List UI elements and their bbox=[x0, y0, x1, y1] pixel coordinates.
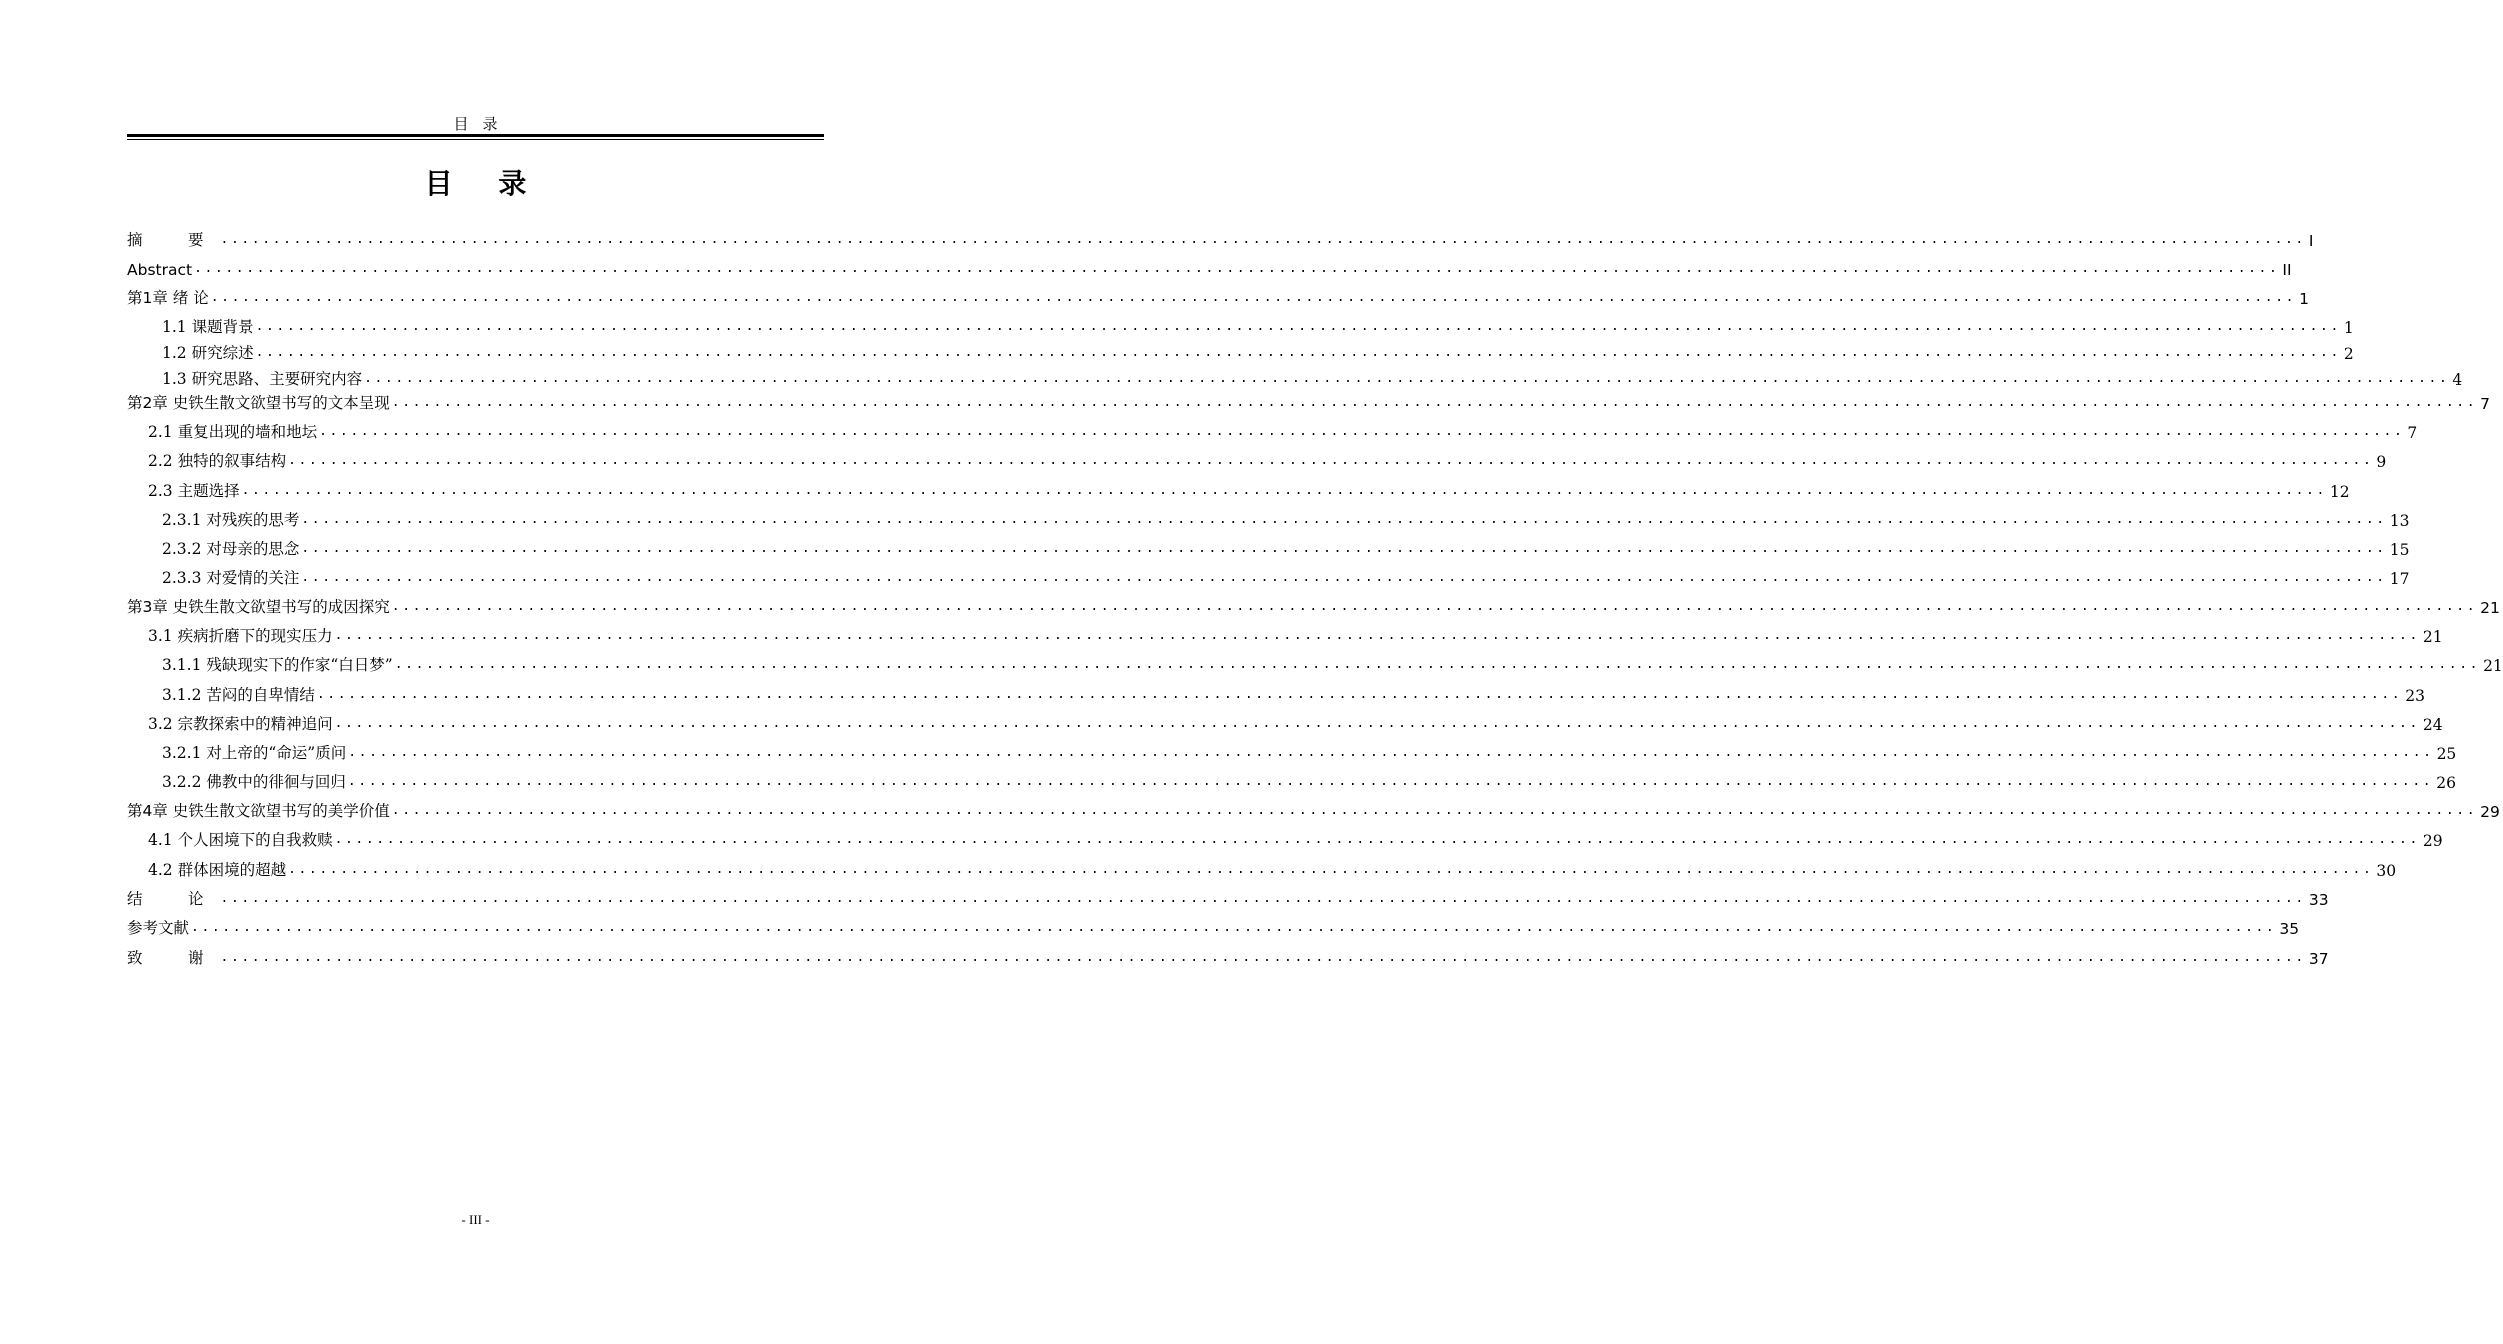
toc-entry[interactable] bbox=[127, 649, 2503, 675]
toc-entry-title: Abstract bbox=[127, 261, 193, 279]
toc-entry-title: 1.2 研究综述 bbox=[162, 344, 254, 362]
toc-entry-title: 3.2.1 对上帝的“命运”质问 bbox=[162, 744, 347, 762]
toc-entry-page: 13 bbox=[2389, 512, 2410, 530]
dot-leader: ........................................................................................................................................................................................................ bbox=[220, 950, 2306, 965]
toc-entry[interactable] bbox=[127, 737, 2457, 763]
dot-leader: ........................................................................................................................................................................................................ bbox=[220, 232, 2306, 247]
dot-leader: ........................................................................................................................................................................................................ bbox=[288, 862, 2374, 877]
toc-entry-page: 35 bbox=[2279, 920, 2300, 938]
dot-leader: ........................................................................................................................................................................................................ bbox=[319, 424, 2405, 439]
toc-entry-page: 29 bbox=[2480, 803, 2500, 821]
dot-leader: ........................................................................................................................................................................................................ bbox=[210, 290, 2297, 305]
toc-entry[interactable] bbox=[127, 416, 2418, 442]
toc-entry-page: 9 bbox=[2376, 453, 2387, 471]
toc-entry-title: 3.2 宗教探索中的精神追问 bbox=[148, 715, 333, 733]
toc-entry-title: 致 谢 bbox=[127, 949, 219, 967]
toc-entry-page: 23 bbox=[2405, 687, 2425, 705]
dot-leader: ........................................................................................................................................................................................................ bbox=[288, 453, 2374, 468]
toc-entry-title: 2.3 主题选择 bbox=[148, 482, 240, 500]
dot-leader: ........................................................................................................................................................................................................ bbox=[241, 483, 2327, 498]
dot-leader: ........................................................................................................................................................................................................ bbox=[391, 803, 2478, 818]
toc-entry-page: 21 bbox=[2480, 599, 2500, 617]
toc-entry[interactable] bbox=[127, 387, 2491, 413]
toc-entry-page: 1 bbox=[2299, 290, 2309, 308]
toc-entry-title: 2.1 重复出现的墙和地坛 bbox=[148, 423, 318, 441]
toc-entry-title: 1.3 研究思路、主要研究内容 bbox=[162, 370, 363, 388]
toc-entry-title: 3.1 疾病折磨下的现实压力 bbox=[148, 627, 333, 645]
toc-entry[interactable] bbox=[127, 311, 2354, 337]
toc-entry[interactable] bbox=[127, 824, 2443, 850]
page-title: 目 录 bbox=[424, 167, 545, 200]
toc-entry[interactable] bbox=[127, 337, 2354, 363]
toc-entry-page: 7 bbox=[2480, 395, 2491, 413]
toc-entry-title: 第3章 史铁生散文欲望书写的成因探究 bbox=[127, 598, 390, 616]
toc-entry-page: 2 bbox=[2343, 345, 2354, 363]
toc-entry-title: 3.2.2 佛教中的徘徊与回归 bbox=[162, 773, 346, 791]
toc-entry[interactable] bbox=[127, 912, 2300, 938]
toc-entry[interactable] bbox=[127, 795, 2500, 821]
page-number: - III - bbox=[461, 1212, 490, 1227]
toc-entry-title: 4.1 个人困境下的自我救赎 bbox=[148, 831, 333, 849]
toc-entry-title: 3.1.1 残缺现实下的作家“白日梦” bbox=[162, 656, 393, 674]
dot-leader: ........................................................................................................................................................................................................ bbox=[391, 395, 2478, 410]
dot-leader: ........................................................................................................................................................................................................ bbox=[301, 541, 2387, 556]
header-rule-thick bbox=[127, 134, 824, 137]
toc-entry-title: 1.1 课题背景 bbox=[162, 318, 254, 336]
toc-entry-page: 15 bbox=[2389, 541, 2410, 559]
dot-leader: ........................................................................................................................................................................................................ bbox=[301, 570, 2387, 585]
toc-entry[interactable] bbox=[127, 620, 2443, 646]
dot-leader: ........................................................................................................................................................................................................ bbox=[364, 371, 2450, 386]
toc-entry-page: 26 bbox=[2436, 774, 2456, 792]
toc-entry-page: 17 bbox=[2389, 570, 2410, 588]
toc-entry-page: 29 bbox=[2422, 832, 2443, 850]
dot-leader: ........................................................................................................................................................................................................ bbox=[348, 745, 2434, 760]
toc-entry[interactable] bbox=[127, 679, 2425, 705]
toc-entry-title: 2.3.3 对爱情的关注 bbox=[162, 569, 300, 587]
dot-leader: ........................................................................................................................................................................................................ bbox=[334, 832, 2420, 847]
toc-entry-title: 第2章 史铁生散文欲望书写的文本呈现 bbox=[127, 394, 390, 412]
toc-entry[interactable] bbox=[127, 708, 2443, 734]
toc-entry[interactable] bbox=[127, 253, 2292, 279]
toc-entry[interactable] bbox=[127, 562, 2410, 588]
dot-leader: ........................................................................................................................................................................................................ bbox=[255, 345, 2341, 360]
toc-entry[interactable] bbox=[127, 883, 2329, 909]
dot-leader: ........................................................................................................................................................................................................ bbox=[394, 657, 2481, 672]
toc-entry[interactable] bbox=[127, 504, 2410, 530]
dot-leader: ........................................................................................................................................................................................................ bbox=[301, 512, 2387, 527]
toc-entry[interactable] bbox=[127, 224, 2314, 250]
toc-entry[interactable] bbox=[127, 766, 2456, 792]
dot-leader: ........................................................................................................................................................................................................ bbox=[220, 891, 2306, 906]
toc-entry-title: 4.2 群体困境的超越 bbox=[148, 861, 287, 879]
dot-leader: ........................................................................................................................................................................................................ bbox=[334, 628, 2420, 643]
toc-entry-title: 2.2 独特的叙事结构 bbox=[148, 452, 287, 470]
toc-entry-title: 参考文献 bbox=[127, 919, 190, 937]
toc-entry-page: 1 bbox=[2343, 319, 2354, 337]
toc-entry-page: 21 bbox=[2422, 628, 2443, 646]
toc-entry[interactable] bbox=[127, 363, 2463, 389]
toc-entry[interactable] bbox=[127, 445, 2387, 471]
dot-leader: ........................................................................................................................................................................................................ bbox=[391, 599, 2478, 614]
toc-entry-title: 2.3.2 对母亲的思念 bbox=[162, 540, 300, 558]
running-header: 目录 bbox=[453, 115, 512, 133]
toc-entry[interactable] bbox=[127, 854, 2397, 880]
toc-entry-page: I bbox=[2308, 232, 2314, 250]
dot-leader: ........................................................................................................................................................................................................ bbox=[334, 716, 2420, 731]
dot-leader: ........................................................................................................................................................................................................ bbox=[316, 687, 2403, 702]
dot-leader: ........................................................................................................................................................................................................ bbox=[347, 774, 2434, 789]
toc-entry-page: 4 bbox=[2452, 371, 2463, 389]
toc-entry-title: 3.1.2 苦闷的自卑情结 bbox=[162, 686, 315, 704]
toc-entry-page: II bbox=[2282, 261, 2292, 279]
toc-entry-title: 第1章 绪 论 bbox=[127, 289, 209, 307]
toc-entry-page: 37 bbox=[2308, 950, 2329, 968]
toc-entry-title: 摘 要 bbox=[127, 231, 219, 249]
toc-entry-page: 30 bbox=[2376, 862, 2397, 880]
toc-entry-title: 结 论 bbox=[127, 890, 219, 908]
toc-entry-title: 2.3.1 对残疾的思考 bbox=[162, 511, 300, 529]
dot-leader: ........................................................................................................................................................................................................ bbox=[191, 920, 2277, 935]
toc-entry-page: 12 bbox=[2329, 483, 2350, 501]
toc-entry-page: 21 bbox=[2483, 657, 2503, 675]
dot-leader: ........................................................................................................................................................................................................ bbox=[194, 261, 2280, 276]
toc-entry[interactable] bbox=[127, 282, 2309, 308]
toc-entry[interactable] bbox=[127, 942, 2329, 968]
toc-entry-page: 25 bbox=[2436, 745, 2457, 763]
toc-entry-page: 7 bbox=[2407, 424, 2418, 442]
toc-entry-title: 第4章 史铁生散文欲望书写的美学价值 bbox=[127, 802, 390, 820]
toc-entry[interactable] bbox=[127, 591, 2500, 617]
toc-entry[interactable] bbox=[127, 475, 2350, 501]
dot-leader: ........................................................................................................................................................................................................ bbox=[255, 319, 2341, 334]
toc-entry[interactable] bbox=[127, 533, 2410, 559]
toc-entry-page: 33 bbox=[2308, 891, 2329, 909]
toc-entry-page: 24 bbox=[2422, 716, 2443, 734]
header-rule-thin bbox=[127, 139, 824, 140]
